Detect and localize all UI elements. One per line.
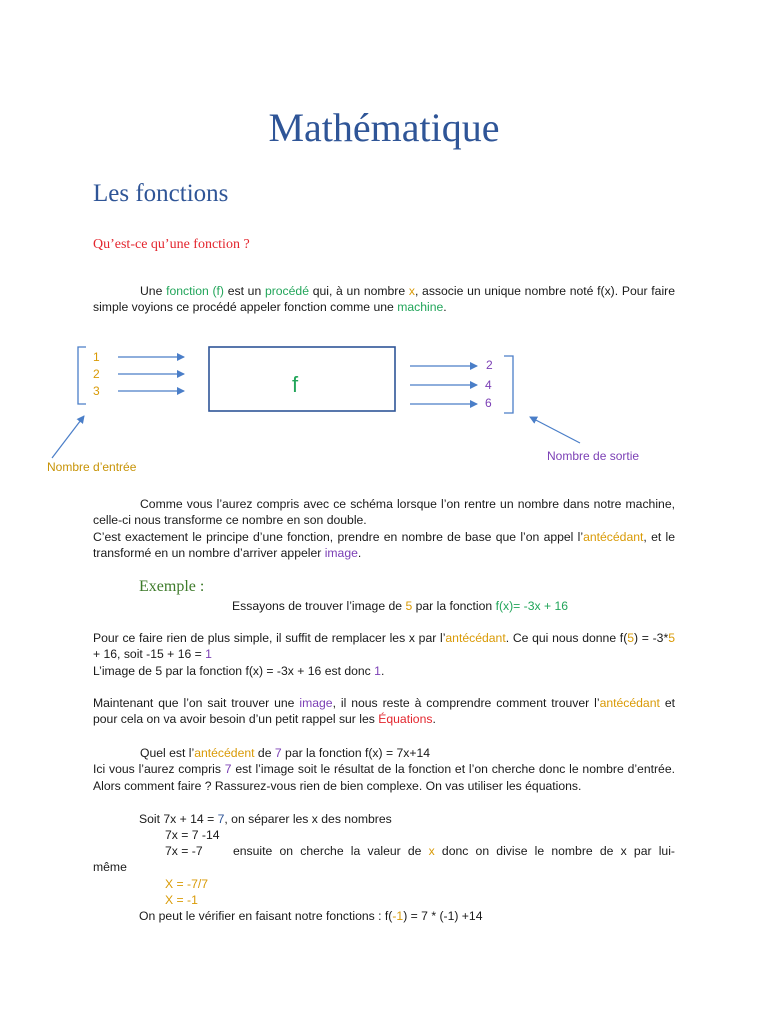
text: de	[254, 746, 275, 760]
term-antecedant: antécédant	[599, 696, 660, 710]
term-image: image	[324, 546, 358, 561]
text: Quel est l’	[140, 746, 195, 760]
input-value: 2	[93, 367, 100, 381]
output-value: 6	[485, 396, 492, 410]
subsection-heading: Qu’est-ce qu’une fonction ?	[93, 237, 250, 252]
machine-box	[209, 347, 395, 411]
text: .	[443, 300, 447, 315]
value-five: 5	[405, 599, 413, 613]
text: ) = 7 * (-1) +14	[403, 909, 483, 923]
text: Soit 7x + 14 =	[139, 812, 218, 826]
question-paragraph	[93, 745, 675, 794]
text: + 16, soit -15 + 16 =	[93, 647, 206, 662]
term-procede: procédé	[264, 284, 309, 298]
output-bracket	[504, 356, 513, 413]
value-five: 5	[627, 631, 635, 645]
text: est l’image soit le résultat de la fonction et l’on cherche donc le nombre d’entrée. Alors comment faire ? Rassurez-vous rien de bien complexe. On vas utiliser les équations.	[93, 762, 676, 793]
text: Maintenant que l’on sait trouver une	[93, 696, 300, 710]
calculation-paragraph	[93, 630, 675, 679]
example-statement	[232, 598, 568, 614]
text: L’image de 5 par la fonction f(x) = -3x + 16 est donc	[93, 663, 375, 678]
solve-step-1	[139, 811, 392, 827]
verification-line	[139, 908, 482, 924]
value-one: 1	[205, 647, 212, 662]
value-seven: 7	[217, 812, 225, 826]
explanation-paragraph	[93, 496, 675, 562]
input-caption: Nombre d’entrée	[47, 460, 137, 474]
solve-step-3-end: même	[93, 860, 127, 874]
text: ensuite on cherche la valeur de	[233, 844, 429, 858]
intro-paragraph	[93, 283, 675, 316]
term-equations: Équations	[378, 712, 433, 727]
text: ) = -3*	[634, 631, 669, 645]
text: Essayons de trouver l’image de	[232, 599, 406, 613]
example-heading: Exemple :	[139, 578, 205, 595]
text: , on séparer les x des nombres	[224, 812, 392, 826]
term-x: x	[408, 284, 415, 298]
output-caption: Nombre de sortie	[547, 449, 640, 463]
term-image: image	[299, 696, 333, 710]
text: , associe un unique nombre noté f(x). Pour faire simple voyions ce procédé appeler fonction comme une	[93, 284, 675, 315]
page-title: Mathématique	[268, 105, 500, 150]
value-five: 5	[668, 631, 675, 645]
solve-step-3: 7x = -7	[165, 844, 203, 858]
value-minus-one: -1	[392, 909, 404, 923]
text: . Ce qui nous donne f(	[505, 631, 628, 645]
text: qui, à un nombre	[308, 284, 409, 298]
text: , et le transformé en un nombre d’arriver appeler	[93, 529, 675, 561]
section-heading: Les fonctions	[93, 180, 229, 207]
value-one: 1	[374, 663, 381, 678]
solve-step-5: X = -1	[165, 893, 198, 907]
output-caption-arrow	[530, 417, 580, 443]
text: par la fonction f(x) = 7x+14	[281, 746, 431, 760]
term-antecedant: antécédant	[445, 631, 506, 645]
text: Une	[140, 284, 167, 298]
transition-paragraph	[93, 695, 675, 728]
solve-step-2: 7x = 7 -14	[165, 828, 220, 842]
text: .	[432, 712, 436, 727]
text: On peut le vérifier en faisant notre fonctions : f(	[139, 909, 393, 923]
output-value: 2	[486, 358, 493, 372]
input-value: 3	[93, 384, 100, 398]
value-seven: 7	[274, 746, 282, 760]
function-machine-diagram	[0, 330, 768, 480]
text: .	[380, 663, 385, 678]
input-caption-arrow	[52, 416, 84, 458]
term-fonction: fonction (f)	[166, 284, 224, 298]
term-antecedant: antécédant	[583, 529, 644, 544]
solve-step-4: X = -7/7	[165, 877, 209, 891]
solve-step-3-comment	[233, 843, 675, 859]
text: par la fonction	[412, 599, 496, 613]
term-x: x	[428, 844, 435, 858]
text: , il nous reste à comprendre comment trouver l’	[332, 696, 600, 710]
example-function: f(x)= -3x + 16	[495, 599, 569, 613]
term-machine: machine	[397, 300, 444, 315]
text: est un	[223, 284, 265, 298]
text: Pour ce faire rien de plus simple, il suffit de remplacer les x par l’	[93, 631, 446, 645]
text: donc on divise le nombre de x par lui-	[434, 844, 675, 858]
text: C’est exactement le principe d’une fonction, prendre en nombre de base que l’on appel l’	[93, 529, 584, 544]
output-value: 4	[485, 378, 492, 392]
text: Ici vous l’aurez compris	[93, 762, 225, 777]
text: Comme vous l’aurez compris avec ce schéma lorsque l’on rentre un nombre dans notre machine, celle-ci nous transforme ce nombre en son double.	[93, 497, 675, 528]
text: .	[357, 546, 362, 561]
text: et pour cela on va avoir besoin d’un petit rappel sur les	[93, 696, 675, 727]
machine-label: f	[291, 372, 299, 397]
term-antecedent: antécédent	[194, 746, 255, 760]
value-seven: 7	[224, 762, 232, 777]
input-value: 1	[93, 350, 100, 364]
input-bracket	[78, 347, 86, 404]
